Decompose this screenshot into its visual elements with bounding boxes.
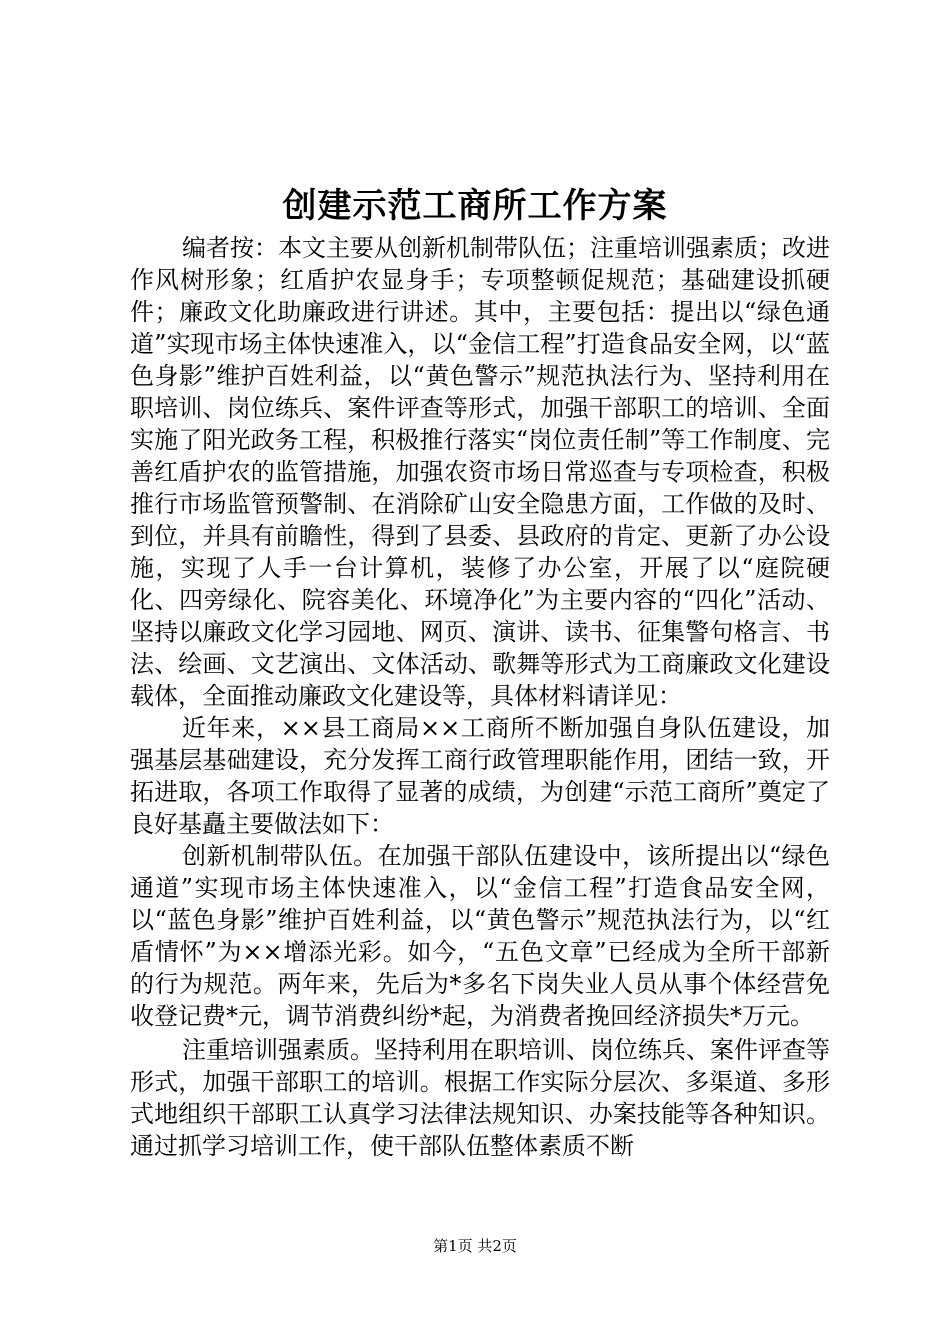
paragraph-innovation-mechanism: 创新机制带队伍。在加强干部队伍建设中，该所提出以“绿色通道”实现市场主体快速准入，以“金信工程”打造食品安全网，以“蓝色身影”维护百姓利益，以“黄色警示”规范执法行为，以“红盾情怀”为××增添光彩。如今，“五色文章”已经成为全所干部新的行为规范。两年来，先后为*多名下岗失业人员从事个体经营免收登记费*元，调节消费纠纷*起，为消费者挽回经济损失*万元。 [130, 842, 830, 1030]
paragraph-introduction: 近年来，××县工商局××工商所不断加强自身队伍建设，加强基层基础建设，充分发挥工商行政管理职能作用，团结一致，开拓进取，各项工作取得了显著的成绩，为创建“示范工商所”奠定了良好基矗主要做法如下： [130, 714, 830, 838]
paragraph-editor-note: 编者按：本文主要从创新机制带队伍；注重培训强素质；改进作风树形象；红盾护农显身手；专项整顿促规范；基础建设抓硬件；廉政文化助廉政进行讲述。其中，主要包括：提出以“绿色通道”实现市场主体快速准入，以“金信工程”打造食品安全网，以“蓝色身影”维护百姓利益，以“黄色警示”规范执法行为、坚持利用在职培训、岗位练兵、案件评查等形式，加强干部职工的培训、全面实施了阳光政务工程，积极推行落实“岗位责任制”等工作制度、完善红盾护农的监管措施，加强农资市场日常巡查与专项检查，积极推行市场监管预警制、在消除矿山安全隐患方面，工作做的及时、到位，并具有前瞻性，得到了县委、县政府的肯定、更新了办公设施，实现了人手一台计算机，装修了办公室，开展了以“庭院硬化、四旁绿化、院容美化、环境净化”为主要内容的“四化”活动、坚持以廉政文化学习园地、网页、演讲、读书、征集警句格言、书法、绘画、文艺演出、文体活动、歌舞等形式为工商廉政文化建设载体，全面推动廉政文化建设等，具体材料请详见： [130, 234, 830, 710]
page-footer: 第1页 共2页 [433, 1237, 517, 1255]
paragraph-training: 注重培训强素质。坚持利用在职培训、岗位练兵、案件评查等形式，加强干部职工的培训。根据工作实际分层次、多渠道、多形式地组织干部职工认真学习法律法规知识、办案技能等各种知识。通过抓学习培训工作，使干部队伍整体素质不断 [130, 1036, 830, 1160]
document-title: 创建示范工商所工作方案 [282, 186, 668, 226]
document-body [130, 232, 830, 1162]
